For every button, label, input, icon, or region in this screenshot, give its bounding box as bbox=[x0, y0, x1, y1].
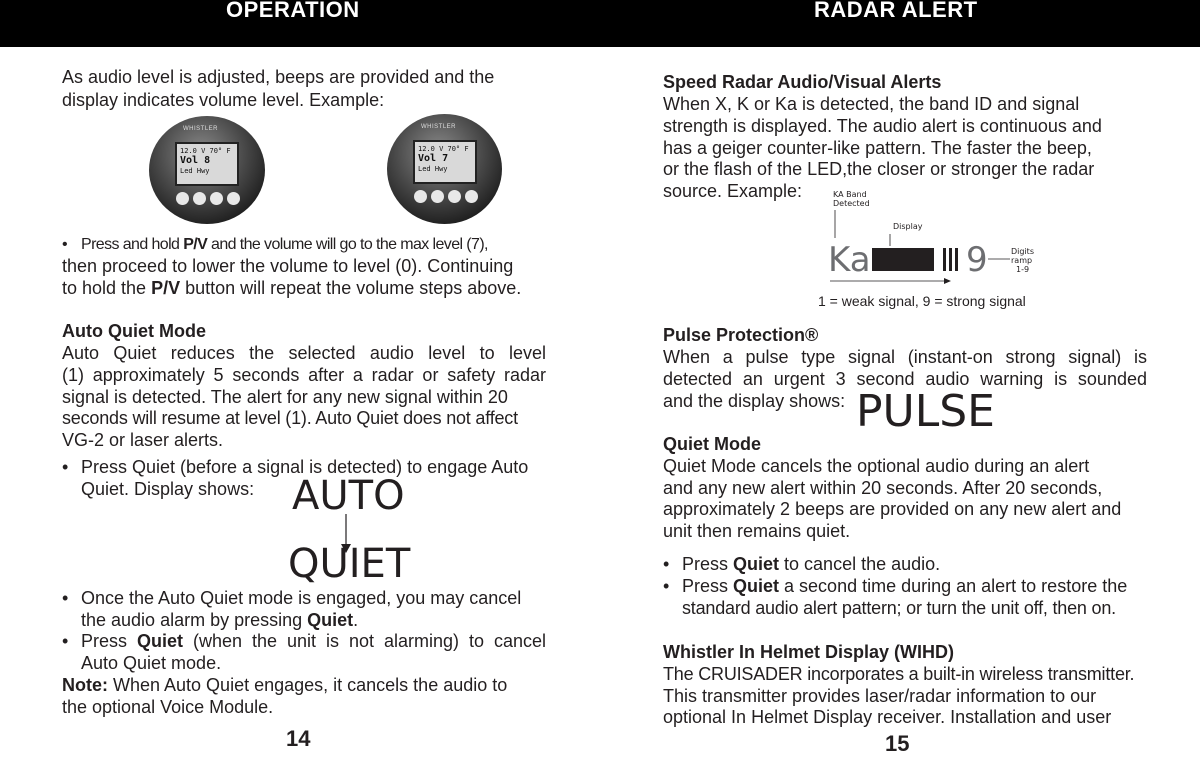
auto-quiet-heading: Auto Quiet Mode bbox=[62, 321, 206, 341]
auto-quiet-line: VG-2 or laser alerts. bbox=[62, 430, 224, 450]
device-image-volume-7 bbox=[387, 114, 502, 224]
intro-line: As audio level is adjusted, beeps are provided and the bbox=[62, 67, 495, 87]
auto-quiet-line: (1) approximately 5 seconds after a radar or safety radar bbox=[62, 365, 546, 385]
bullet-dot: • bbox=[62, 631, 69, 651]
band-label: KA Band bbox=[833, 190, 867, 199]
signal-tick bbox=[949, 248, 952, 271]
bullet-text-post: . bbox=[353, 610, 359, 630]
pv-key: P/V bbox=[151, 278, 181, 298]
pulse-line: and the display shows: bbox=[663, 391, 846, 411]
bullet-text: Auto Quiet mode. bbox=[81, 653, 222, 673]
device-button bbox=[431, 190, 444, 203]
device-screen bbox=[413, 140, 477, 184]
bullet-text-pre: the audio alarm by pressing bbox=[81, 610, 308, 630]
quiet-mode-line: Quiet Mode cancels the optional audio during an alert bbox=[663, 456, 1090, 476]
signal-bar bbox=[872, 248, 934, 271]
pv-text-pre: Press and hold bbox=[81, 236, 184, 253]
digits-label: ramp bbox=[1011, 256, 1033, 265]
pv-text-pre: to hold the bbox=[62, 278, 152, 298]
quiet-mode-line: unit then remains quiet. bbox=[663, 521, 851, 541]
signal-tick bbox=[943, 248, 946, 271]
device-button bbox=[210, 192, 223, 205]
wihd-line: This transmitter provides laser/radar information to our bbox=[663, 686, 1097, 706]
quiet-key: Quiet bbox=[733, 576, 780, 596]
speed-radar-line: or the flash of the LED,the closer or stronger the radar bbox=[663, 159, 1095, 179]
auto-quiet-line: Auto Quiet reduces the selected audio level to level bbox=[62, 343, 546, 363]
quiet-display-text: QUIET bbox=[288, 541, 411, 587]
bullet-text bbox=[682, 575, 1127, 598]
device-button bbox=[465, 190, 478, 203]
note-line bbox=[62, 674, 507, 697]
screen-volume: Vol 7 bbox=[418, 153, 449, 164]
device-image-volume-8 bbox=[149, 116, 265, 224]
screen-volume: Vol 8 bbox=[180, 155, 211, 166]
bullet-text-post: to cancel the audio. bbox=[779, 554, 941, 574]
bullet-text-pre: Press bbox=[81, 631, 137, 651]
auto-quiet-line: signal is detected. The alert for any new signal within 20 bbox=[62, 387, 508, 407]
quiet-key: Quiet bbox=[307, 610, 354, 630]
quiet-key: Quiet bbox=[733, 554, 780, 574]
page-number-right: 15 bbox=[885, 731, 910, 756]
intro-line: display indicates volume level. Example: bbox=[62, 90, 385, 110]
auto-quiet-line: seconds will resume at level (1). Auto Quiet does not affect bbox=[62, 408, 518, 428]
wihd-line: optional In Helmet Display receiver. Installation and user bbox=[663, 707, 1112, 727]
note-label: Note: bbox=[62, 675, 108, 695]
pulse-heading: Pulse Protection® bbox=[663, 325, 819, 345]
device-screen bbox=[175, 142, 239, 186]
note-line: the optional Voice Module. bbox=[62, 697, 274, 717]
pulse-line: detected an urgent 3 second audio warning is sounded bbox=[663, 369, 1147, 389]
bullet-text: standard audio alert pattern; or turn the unit off, then on. bbox=[682, 598, 1116, 618]
digit-display-text: 9 bbox=[966, 240, 988, 280]
page-number-left: 14 bbox=[286, 726, 311, 751]
bullet-text bbox=[81, 234, 488, 257]
operation-title: OPERATION bbox=[226, 0, 360, 22]
pv-text-post: and the volume will go to the max level (7), bbox=[207, 236, 488, 253]
bullet-text-post: a second time during an alert to restore the bbox=[779, 576, 1128, 596]
bullet-text: Once the Auto Quiet mode is engaged, you may cancel bbox=[81, 588, 522, 608]
bullet-dot: • bbox=[62, 236, 68, 253]
digits-label: Digits bbox=[1011, 247, 1034, 256]
speed-radar-line: strength is displayed. The audio alert is continuous and bbox=[663, 116, 1102, 136]
radar-alert-title: RADAR ALERT bbox=[814, 0, 978, 22]
pv-line bbox=[62, 277, 521, 300]
display-label: Display bbox=[893, 222, 923, 231]
signal-caption: 1 = weak signal, 9 = strong signal bbox=[818, 293, 1026, 309]
band-display-text: Ka bbox=[828, 240, 871, 280]
bullet-text-pre: Press bbox=[682, 554, 734, 574]
speed-radar-line: When X, K or Ka is detected, the band ID and signal bbox=[663, 94, 1080, 114]
bullet-dot: • bbox=[663, 576, 670, 596]
bullet-text: Quiet. Display shows: bbox=[81, 479, 255, 499]
device-button bbox=[193, 192, 206, 205]
quiet-mode-line: and any new alert within 20 seconds. After 20 seconds, bbox=[663, 478, 1103, 498]
bullet-text bbox=[682, 553, 940, 576]
bullet-text bbox=[81, 630, 546, 653]
device-button bbox=[414, 190, 427, 203]
device-button bbox=[227, 192, 240, 205]
bullet-dot: • bbox=[62, 457, 69, 477]
pv-key: P/V bbox=[183, 236, 208, 253]
pv-text-post: button will repeat the volume steps above. bbox=[180, 278, 522, 298]
device-brand: WHISTLER bbox=[421, 124, 457, 130]
bullet-text-post: (when the unit is not alarming) to cancel bbox=[183, 631, 547, 651]
device-brand: WHISTLER bbox=[183, 126, 219, 132]
auto-display-text: AUTO bbox=[292, 473, 405, 519]
pulse-line: When a pulse type signal (instant-on strong signal) is bbox=[663, 347, 1147, 367]
device-button bbox=[448, 190, 461, 203]
device-button bbox=[176, 192, 189, 205]
screen-line: 12.0 V 70° F bbox=[180, 147, 231, 155]
wihd-heading: Whistler In Helmet Display (WIHD) bbox=[663, 642, 955, 662]
quiet-mode-line: approximately 2 beeps are provided on any new alert and bbox=[663, 499, 1122, 519]
screen-line: Led Hwy bbox=[418, 165, 448, 173]
speed-radar-heading: Speed Radar Audio/Visual Alerts bbox=[663, 72, 942, 92]
quiet-key: Quiet bbox=[137, 631, 184, 651]
speed-radar-line: has a geiger counter-like pattern. The faster the beep, bbox=[663, 138, 1092, 158]
wihd-line: The CRUISADER incorporates a built-in wireless transmitter. bbox=[663, 664, 1135, 684]
digits-label: 1-9 bbox=[1016, 265, 1030, 274]
screen-line: 12.0 V 70° F bbox=[418, 145, 469, 153]
bullet-text bbox=[81, 609, 358, 632]
speed-radar-line: source. Example: bbox=[663, 181, 803, 201]
bullet-text-pre: Press bbox=[682, 576, 734, 596]
signal-tick bbox=[955, 248, 958, 271]
pv-line: then proceed to lower the volume to level (0). Continuing bbox=[62, 256, 514, 276]
note-text: When Auto Quiet engages, it cancels the audio to bbox=[108, 675, 508, 695]
quiet-mode-heading: Quiet Mode bbox=[663, 434, 761, 454]
pulse-display-text: PULSE bbox=[856, 386, 995, 437]
band-label: Detected bbox=[833, 199, 870, 208]
bullet-text: Press Quiet (before a signal is detected) to engage Auto bbox=[81, 457, 529, 477]
page-header bbox=[0, 0, 1200, 47]
bullet-dot: • bbox=[663, 554, 670, 574]
screen-line: Led Hwy bbox=[180, 167, 210, 175]
bullet-dot: • bbox=[62, 588, 69, 608]
